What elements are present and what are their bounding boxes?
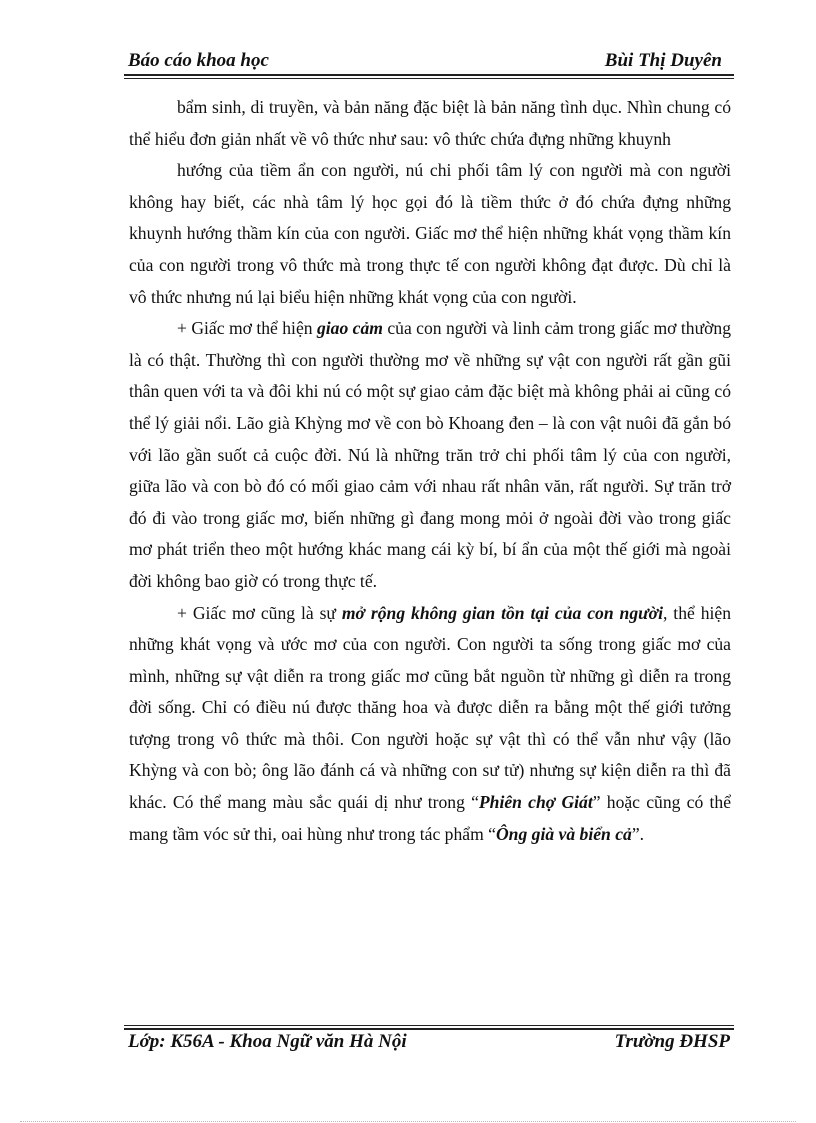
paragraph-4-text-cont: , thể hiện những khát vọng và ước mơ của con người. Con người ta sống trong giấc mơ của mình, những sự vật diễn ra trong giấc mơ cũng bắt nguồn từ những gì diễn ra trong đời sống. Chỉ có điều nú được thăng hoa và được diễn ra bằng một thế giới tưởng tượng trong vô thức mà thôi. Con người hoặc sự vật thì có thể vẫn như vậy (lão Khỳng và con bò; ông lão đánh cá và những con sư tử) nhưng sự kiện diễn ra thì đã khác. Có thể mang màu sắc quái dị như trong “ xyxy=(129,602,732,813)
emphasis-giao-cam: giao cảm xyxy=(316,318,383,339)
paragraph-3 xyxy=(129,313,731,597)
paragraph-4-end: ”. xyxy=(631,823,645,844)
document-body xyxy=(129,92,731,850)
paragraph-3-text-cont: của con người và linh cảm trong giấc mơ thường là có thật. Thường thì con người thường mơ về những sự vật con người rất gần gũi thân quen với ta và đôi khi nú có một sự giao cảm đặc biệt mà không phải ai cũng có thể lý giải nổi. Lão già Khỳng mơ về con bò Khoang đen – là con vật nuôi đã gắn bó với lão gần suốt cả cuộc đời. Nú là những trăn trở chi phối tâm lý của con người, giữa lão và con bò đó có mối giao cảm với nhau rất nhân văn, rất người. Sự trăn trở đó đi vào trong giấc mơ, biến những gì đang mong mỏi ở ngoài đời vào trong giấc mơ phát triển theo một hướng khác mang cái kỳ bí, bí ẩn của một thế giới mà ngoài đời không bao giờ có trong thực tế. xyxy=(129,318,732,591)
header-rule-thin xyxy=(124,78,734,79)
emphasis-mo-rong: mở rộng không gian tồn tại của con người xyxy=(341,602,663,623)
page-bottom-edge xyxy=(20,1121,796,1122)
header-author: Bùi Thị Duyên xyxy=(604,50,722,71)
page-header xyxy=(128,46,734,76)
paragraph-2: hướng của tiềm ẩn con người, nú chi phối tâm lý con người mà con người không hay biết, các nhà tâm lý học gọi đó là tiềm thức ở đó chứa đựng những khuynh hướng thầm kín của con người. Giấc mơ thể hiện những khát vọng thầm kín của con người trong vô thức mà trong thực tế con người không đạt được. Dù chỉ là vô thức nhưng nú lại biểu hiện những khát vọng của con người. xyxy=(129,160,731,307)
paragraph-4-text: + Giấc mơ cũng là sự xyxy=(177,602,342,623)
paragraph-4 xyxy=(129,598,731,851)
footer-class: Lớp: K56A - Khoa Ngữ văn Hà Nội xyxy=(128,1031,407,1052)
work-title-ong-gia: Ông già và biển cả xyxy=(495,823,632,844)
paragraph-3-text: + Giấc mơ thể hiện xyxy=(177,318,317,339)
paragraph-1: bẩm sinh, di truyền, và bản năng đặc biệt là bản năng tình dục. Nhìn chung có thể hiểu đơn giản nhất về vô thức như sau: vô thức chứa đựng những khuynh xyxy=(129,97,731,149)
paragraph-4-text-cont-2: ” hoặc cũng có thể mang tầm vóc sử thi, oai hùng như trong tác phẩm “ xyxy=(129,792,732,844)
header-title: Báo cáo khoa học xyxy=(128,50,269,71)
work-title-phien-cho-giat: Phiên chợ Giát xyxy=(478,792,593,813)
header-rule xyxy=(124,74,734,76)
footer-school: Trường ĐHSP xyxy=(614,1031,730,1052)
footer-rule-thin xyxy=(124,1025,734,1026)
